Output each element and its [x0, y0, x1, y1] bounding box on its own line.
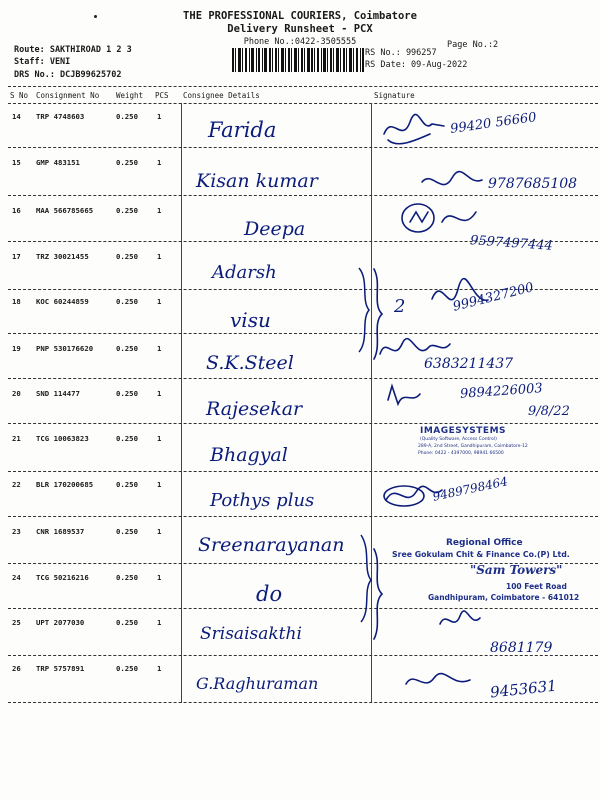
row-sno: 14 [12, 112, 21, 121]
row-consignment: TRZ 30021455 [36, 252, 89, 261]
rs-date: RS Date: 09-Aug-2022 [365, 60, 468, 70]
row-weight: 0.250 [116, 297, 138, 306]
regional-stamp-city: Gandhipuram, Coimbatore - 641012 [428, 593, 580, 602]
row-consignee: Kisan kumar [196, 170, 318, 192]
row-pcs: 1 [157, 480, 162, 489]
row-consignee: visu [230, 308, 271, 332]
row-sno: 22 [12, 480, 21, 489]
row-signature: 9489798464 [431, 474, 509, 504]
row-sno: 23 [12, 527, 21, 536]
row-pcs: 1 [157, 206, 162, 215]
row-pcs: 1 [157, 252, 162, 261]
row-pcs: 1 [157, 527, 162, 536]
row-signature: 9994327200 [451, 280, 536, 315]
runsheet-subtitle: Delivery Runsheet - PCX [227, 23, 373, 35]
row-signature: 9787685108 [488, 176, 578, 192]
row-weight: 0.250 [116, 344, 138, 353]
row-sno: 15 [12, 158, 21, 167]
row-consignee: Sreenarayanan [198, 534, 345, 556]
consignee-column-line [181, 103, 182, 703]
regional-stamp-road: 100 Feet Road [506, 582, 567, 591]
row-pcs: 1 [157, 389, 162, 398]
row-sno: 21 [12, 434, 21, 443]
row-divider [8, 702, 598, 703]
row-consignment: CNR 1689537 [36, 527, 85, 536]
row-weight: 0.250 [116, 573, 138, 582]
row-pcs: 1 [157, 344, 162, 353]
row-weight: 0.250 [116, 480, 138, 489]
row-pcs: 1 [157, 573, 162, 582]
row-sno: 25 [12, 618, 21, 627]
row-pcs: 1 [157, 158, 162, 167]
row-weight: 0.250 [116, 112, 138, 121]
row-weight: 0.250 [116, 252, 138, 261]
row-consignment: GMP 483151 [36, 158, 80, 167]
row-sno: 16 [12, 206, 21, 215]
row-consignee: G.Raghuraman [196, 674, 319, 693]
row-sno: 26 [12, 664, 21, 673]
row-weight: 0.250 [116, 618, 138, 627]
page-number: Page No.:2 [447, 40, 499, 50]
staff-label: Staff: VENI [14, 57, 71, 67]
row-sno: 24 [12, 573, 21, 582]
col-pcs-header: PCS [155, 91, 169, 100]
row-sno: 17 [12, 252, 21, 261]
imagesystems-stamp-name: IMAGESYSTEMS [420, 426, 507, 436]
row-signature: 9597497444 [469, 233, 554, 254]
col-consignee-header: Consignee Details [183, 91, 260, 100]
row-consignment: TCG 50216216 [36, 573, 89, 582]
col-consignment-header: Consignment No [36, 91, 100, 100]
row-sno: 18 [12, 297, 21, 306]
row-consignee: Bhagyal [210, 444, 288, 466]
row-consignee: S.K.Steel [206, 352, 294, 374]
row-consignee: Rajesekar [206, 398, 303, 420]
row-consignment: BLR 170200685 [36, 480, 94, 489]
phone-number: Phone No.:0422-3505555 [243, 37, 357, 47]
drs-number: DRS No.: DCJB99625702 [14, 70, 122, 80]
row-consignee: Deepa [244, 218, 306, 240]
row-sno: 19 [12, 344, 21, 353]
row-signature: 9894226003 [459, 381, 544, 402]
row-weight: 0.250 [116, 158, 138, 167]
row-pcs: 1 [157, 618, 162, 627]
row-consignment: TRP 4748603 [36, 112, 85, 121]
imagesystems-stamp-tagline: (Quality Software, Access Control) [420, 437, 497, 442]
regional-stamp-company: Sree Gokulam Chit & Finance Co.(P) Ltd. [392, 550, 570, 559]
col-sno-header: S No [10, 91, 29, 100]
row-consignee: Adarsh [212, 262, 277, 283]
rs-number: RS No.: 996257 [365, 48, 437, 58]
route-label: Route: SAKTHIROAD 1 2 3 [14, 45, 132, 55]
row-signature: 99420 56660 [449, 110, 538, 137]
row-signature: 6383211437 [424, 356, 514, 372]
col-signature-header: Signature [374, 91, 415, 100]
row-sno: 20 [12, 389, 21, 398]
row-pcs: 1 [157, 297, 162, 306]
company-title: THE PROFESSIONAL COURIERS, Coimbatore [183, 10, 417, 22]
row-consignment: MAA 566785665 [36, 206, 94, 215]
row-signature: 9453631 [489, 676, 558, 702]
barcode [232, 48, 364, 72]
row-consignment: TCG 10063823 [36, 434, 89, 443]
row-consignment: KOC 60244859 [36, 297, 89, 306]
regional-stamp-heading: Regional Office [446, 538, 523, 548]
row-consignee: Farida [208, 118, 277, 142]
row-consignee: Pothys plus [210, 490, 315, 511]
row-pcs: 1 [157, 434, 162, 443]
row-weight: 0.250 [116, 206, 138, 215]
brace-note: 2 [394, 296, 406, 317]
row-consignment: TRP 5757891 [36, 664, 85, 673]
row-consignment: PNP 530176620 [36, 344, 94, 353]
row-weight: 0.250 [116, 527, 138, 536]
imagesystems-stamp-phone: Phone: 0422 - 4397000, 98941 66500 [418, 451, 504, 456]
row-consignment: SND 114477 [36, 389, 80, 398]
row-pcs: 1 [157, 112, 162, 121]
row-consignee: Srisaisakthi [200, 624, 302, 644]
handwritten-signatures [372, 104, 598, 702]
header-top-rule [8, 86, 598, 87]
row-consignee: do [256, 582, 283, 606]
grouping-braces [355, 260, 375, 640]
row-weight: 0.250 [116, 434, 138, 443]
imagesystems-stamp-address: 289-A, 2nd Street, Gandhipuram, Coimbatore-12 [418, 444, 528, 449]
regional-stamp-building: "Sam Towers" [470, 563, 563, 577]
row-pcs: 1 [157, 664, 162, 673]
col-weight-header: Weight [116, 91, 144, 100]
row-weight: 0.250 [116, 389, 138, 398]
row-signature: 8681179 [490, 640, 553, 656]
row-weight: 0.250 [116, 664, 138, 673]
row-consignment: UPT 2077030 [36, 618, 85, 627]
date-note: 9/8/22 [528, 404, 570, 419]
